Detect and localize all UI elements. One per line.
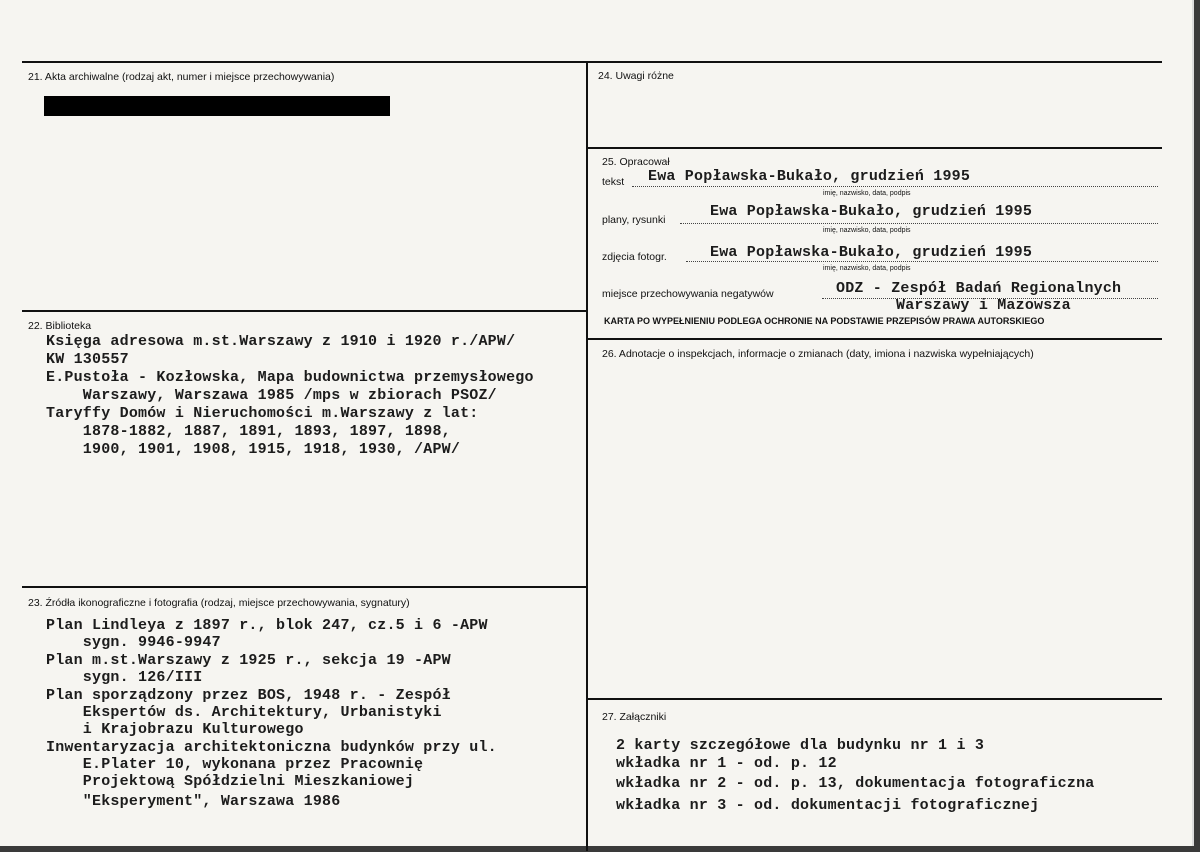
- bleed-through-texture: [70, 180, 507, 210]
- s22-line-6: 1878-1882, 1887, 1891, 1893, 1897, 1898,: [46, 423, 451, 440]
- section-21-label: 21. Akta archiwalne (rodzaj akt, numer i miejsce przechowywania): [28, 71, 335, 83]
- negatywy-label: miejsce przechowywania negatywów: [602, 288, 774, 300]
- section-26-label: 26. Adnotacje o inspekcjach, informacje o zmianach (daty, imiona i nazwiska wypełniających): [602, 348, 1034, 360]
- s23-line-6: Ekspertów ds. Architektury, Urbanistyki: [46, 704, 442, 721]
- copyright-notice: KARTA PO WYPEŁNIENIU PODLEGA OCHRONIE NA PODSTAWIE PRZEPISÓW PRAWA AUTORSKIEGO: [604, 316, 1045, 326]
- s23-line-3: Plan m.st.Warszawy z 1925 r., sekcja 19 -APW: [46, 652, 451, 669]
- tekst-dotted-line: [632, 186, 1158, 187]
- s23-line-2: sygn. 9946-9947: [46, 634, 221, 651]
- s23-line-4: sygn. 126/III: [46, 669, 203, 686]
- tekst-value: Ewa Popławska-Bukało, grudzień 1995: [648, 168, 971, 185]
- center-divider: [586, 61, 588, 851]
- tekst-label: tekst: [602, 176, 625, 188]
- s23-line-5: Plan sporządzony przez BOS, 1948 r. - Zespół: [46, 687, 451, 704]
- negatywy-value-1: ODZ - Zespół Badań Regionalnych: [836, 280, 1122, 297]
- s27-line-2: wkładka nr 1 - od. p. 12: [616, 755, 837, 772]
- s27-line-4: wkładka nr 3 - od. dokumentacji fotograficznej: [616, 797, 1040, 814]
- zdjecia-label: zdjęcia fotogr.: [602, 251, 667, 263]
- section-25-label: 25. Opracował: [602, 156, 670, 168]
- section-24-label: 24. Uwagi różne: [598, 70, 674, 82]
- s23-line-1: Plan Lindleya z 1897 r., blok 247, cz.5 i 6 -APW: [46, 617, 488, 634]
- tekst-caption: imię, nazwisko, data, podpis: [823, 190, 911, 197]
- s22-line-7: 1900, 1901, 1908, 1915, 1918, 1930, /APW/: [46, 441, 461, 458]
- rule-25-26: [588, 338, 1162, 340]
- zdjecia-value: Ewa Popławska-Bukało, grudzień 1995: [710, 244, 1033, 261]
- s27-line-3: wkładka nr 2 - od. p. 13, dokumentacja fotograficzna: [616, 775, 1095, 792]
- negatywy-value-2: Warszawy i Mazowsza: [896, 297, 1071, 314]
- redaction-bar: [44, 96, 390, 116]
- s22-line-1: Księga adresowa m.st.Warszawy z 1910 i 1920 r./APW/: [46, 333, 516, 350]
- rule-24-25: [588, 147, 1162, 149]
- rule-22-23: [22, 586, 588, 588]
- s27-line-1: 2 karty szczegółowe dla budynku nr 1 i 3: [616, 737, 985, 754]
- s23-line-7: i Krajobrazu Kulturowego: [46, 721, 304, 738]
- section-23-label: 23. Źródła ikonograficzne i fotografia (rodzaj, miejsce przechowywania, sygnatury): [28, 597, 410, 609]
- plany-value: Ewa Popławska-Bukało, grudzień 1995: [710, 203, 1033, 220]
- zdjecia-caption: imię, nazwisko, data, podpis: [823, 265, 911, 272]
- plany-dotted-line: [680, 223, 1158, 224]
- s23-line-8: Inwentaryzacja architektoniczna budynków przy ul.: [46, 739, 497, 756]
- plany-caption: imię, nazwisko, data, podpis: [823, 227, 911, 234]
- s23-line-11: "Eksperyment", Warszawa 1986: [46, 793, 341, 810]
- s23-line-10: Projektową Spółdzielni Mieszkaniowej: [46, 773, 415, 790]
- rule-21-22: [22, 310, 588, 312]
- s22-line-2: KW 130557: [46, 351, 129, 368]
- section-27-label: 27. Załączniki: [602, 711, 667, 723]
- plany-label: plany, rysunki: [602, 214, 666, 226]
- s22-line-3: E.Pustoła - Kozłowska, Mapa budownictwa przemysłowego: [46, 369, 534, 386]
- zdjecia-dotted-line: [686, 261, 1158, 262]
- s22-line-4: Warszawy, Warszawa 1985 /mps w zbiorach PSOZ/: [46, 387, 497, 404]
- s22-line-5: Taryffy Domów i Nieruchomości m.Warszawy z lat:: [46, 405, 479, 422]
- s23-line-9: E.Plater 10, wykonana przez Pracownię: [46, 756, 424, 773]
- rule-26-27: [588, 698, 1162, 700]
- section-22-label: 22. Biblioteka: [28, 320, 92, 332]
- top-rule: [22, 61, 1162, 63]
